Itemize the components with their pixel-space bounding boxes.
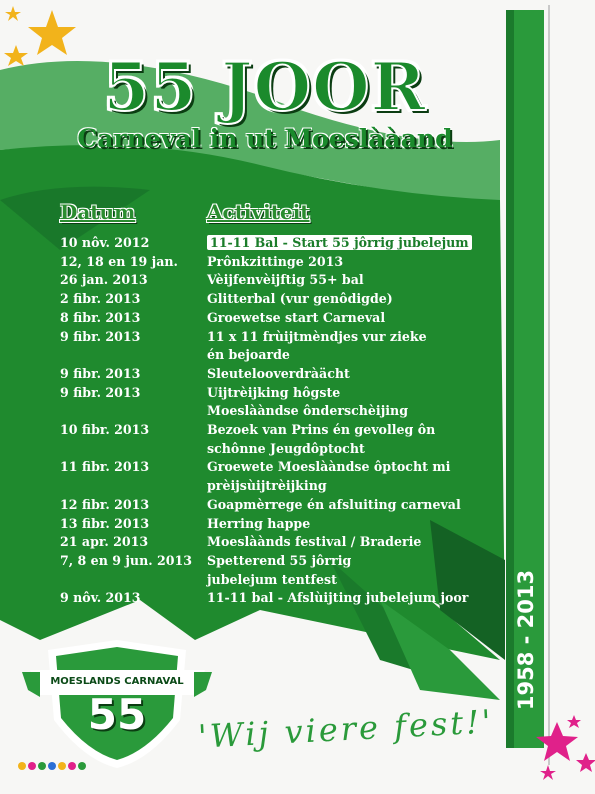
list-item: [60, 552, 500, 589]
list-item: [60, 589, 500, 608]
item-activity: Moeslàànds festival / Braderie: [207, 534, 422, 550]
item-date: 26 jan. 2013: [60, 272, 148, 288]
list-item: [60, 458, 500, 495]
item-date: 9 nôv. 2013: [60, 590, 141, 606]
item-date: 8 fibr. 2013: [60, 309, 141, 325]
item-date: 9 fibr. 2013: [60, 365, 141, 381]
item-activity: Prônkzittinge 2013: [207, 253, 344, 269]
item-activity: Vèijfenvèijftig 55+ bal: [207, 272, 364, 288]
item-date: 10 nôv. 2012: [60, 235, 150, 250]
list-item: [60, 515, 500, 534]
page-subtitle: Carneval in ut Moeslààand: [77, 124, 453, 153]
item-date: 9 fibr. 2013: [60, 328, 141, 344]
item-date: 2 fibr. 2013: [60, 291, 141, 307]
item-activity: 11-11 Bal - Start 55 jôrrig jubelejum: [207, 235, 472, 250]
list-item: [60, 384, 500, 421]
item-activity: Bezoek van Prins én gevolleg ôn schônne Jeugdôptocht: [207, 422, 436, 456]
slogan: 'Wij viere fest!': [197, 702, 495, 756]
item-activity: Spetterend 55 jôrrig jubelejum tentfest: [207, 552, 352, 587]
list-item: [60, 365, 500, 384]
badge-number: 55: [87, 690, 147, 739]
list-item: [60, 533, 500, 552]
activity-column-header: Activiteit: [207, 200, 310, 224]
list-item: [60, 234, 500, 253]
list-item: [60, 496, 500, 515]
item-activity: Groewete Moeslààndse ôptocht mi prèijsùijtrèijking: [207, 459, 451, 494]
list-item: [60, 421, 500, 458]
item-date: 7, 8 en 9 jun. 2013: [60, 552, 193, 568]
item-date: 12, 18 en 19 jan.: [60, 253, 178, 269]
item-activity: 11-11 bal - Afslùijting jubelejum joor: [207, 590, 469, 606]
item-activity: Goapmèrrege én afsluiting carneval: [207, 496, 461, 512]
item-date: 12 fibr. 2013: [60, 496, 150, 512]
item-date: 11 fibr. 2013: [60, 459, 150, 475]
list-item: [60, 271, 500, 290]
item-activity: Uijtrèijking hôgste Moeslààndse ônderschèijing: [207, 384, 409, 419]
item-date: 10 fibr. 2013: [60, 422, 150, 438]
item-activity: Sleutelooverdràächt: [207, 365, 350, 381]
item-activity: 11 x 11 frùijtmèndjes vur zieke én bejoarde: [207, 328, 427, 363]
list-item: [60, 309, 500, 328]
list-item: [60, 253, 500, 272]
years-vertical-label: [511, 560, 541, 720]
date-column-header: Datum: [60, 200, 136, 224]
item-activity: Groewetse start Carneval: [207, 309, 386, 325]
item-date: 21 apr. 2013: [60, 534, 149, 550]
item-date: 9 fibr. 2013: [60, 384, 141, 400]
item-date: 13 fibr. 2013: [60, 515, 150, 531]
list-item: [60, 328, 500, 365]
item-activity: Herring happe: [207, 515, 311, 531]
page-title: 55 JOOR: [103, 48, 427, 126]
list-item: [60, 290, 500, 309]
schedule-list: [60, 234, 500, 608]
years-text: 1958 - 2013: [514, 569, 538, 711]
badge-label: MOESLANDS CARNAVAL: [50, 676, 184, 687]
item-activity: Glitterbal (vur genôdigde): [207, 291, 393, 307]
